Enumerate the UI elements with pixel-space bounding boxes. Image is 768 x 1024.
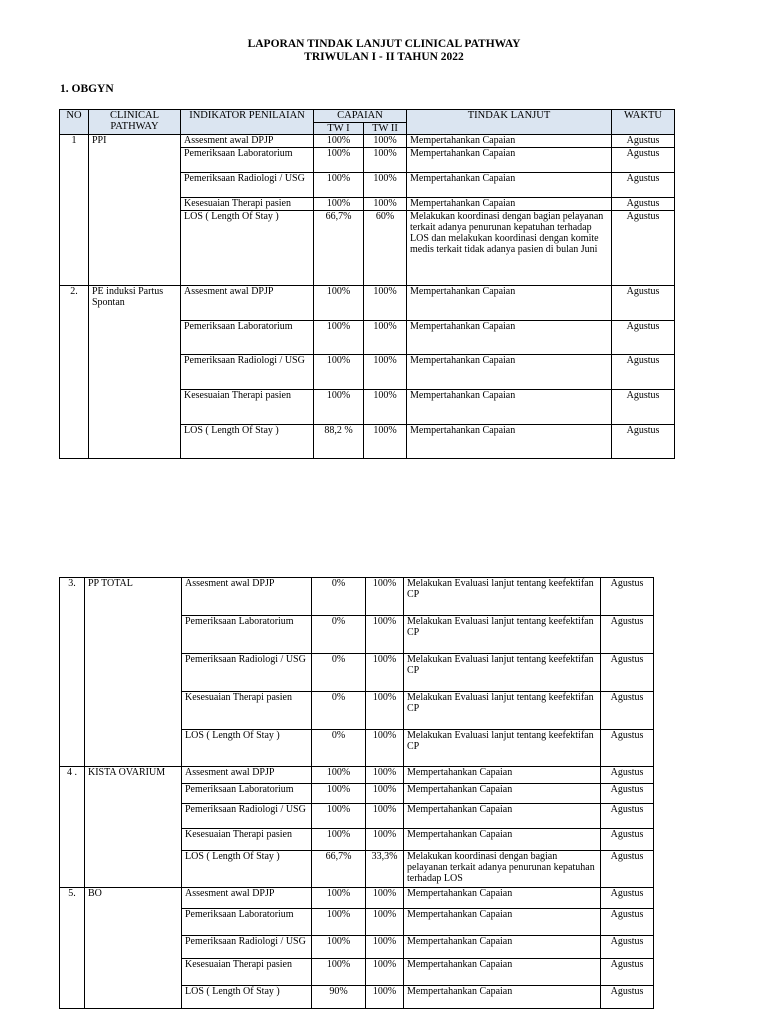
indikator-cell: Kesesuaian Therapi pasien <box>182 829 312 851</box>
capaian-tw2-cell: 100% <box>366 654 404 692</box>
waktu-cell: Agustus <box>612 321 675 355</box>
pathway-number: 1 <box>60 135 89 286</box>
tindak-lanjut-cell: Mempertahankan Capaian <box>407 321 612 355</box>
capaian-tw1-cell: 100% <box>314 286 364 321</box>
table-row <box>60 578 654 616</box>
tindak-lanjut-cell: Melakukan koordinasi dengan bagian pelayanan terkait adanya penurunan kepatuhan terhadap LOS <box>404 851 601 888</box>
capaian-tw1-cell: 0% <box>312 692 366 730</box>
capaian-tw1-cell: 100% <box>312 784 366 804</box>
tindak-lanjut-cell: Mempertahankan Capaian <box>407 198 612 211</box>
report-subtitle: TRIWULAN I - II TAHUN 2022 <box>304 51 464 63</box>
indikator-cell: LOS ( Length Of Stay ) <box>181 425 314 459</box>
report-title: LAPORAN TINDAK LANJUT CLINICAL PATHWAY <box>247 38 521 50</box>
capaian-tw2-cell: 100% <box>366 578 404 616</box>
indikator-cell: Assesment awal DPJP <box>182 888 312 909</box>
pathway-name: BO <box>85 888 182 1009</box>
indikator-cell: Pemeriksaan Laboratorium <box>182 909 312 936</box>
waktu-cell: Agustus <box>612 286 675 321</box>
section-heading: 1. OBGYN <box>60 83 114 95</box>
capaian-tw2-cell: 100% <box>366 888 404 909</box>
tindak-lanjut-cell: Mempertahankan Capaian <box>404 986 601 1009</box>
capaian-tw1-cell: 100% <box>312 829 366 851</box>
indikator-cell: Assesment awal DPJP <box>182 578 312 616</box>
waktu-cell: Agustus <box>601 767 654 784</box>
table-row <box>60 767 654 784</box>
tindak-lanjut-cell: Mempertahankan Capaian <box>407 390 612 425</box>
indikator-cell: Kesesuaian Therapi pasien <box>181 390 314 425</box>
tindak-lanjut-cell: Melakukan Evaluasi lanjut tentang keefektifan CP <box>404 616 601 654</box>
pathway-name: PPI <box>89 135 181 286</box>
capaian-tw2-cell: 100% <box>364 321 407 355</box>
capaian-tw1-cell: 100% <box>314 173 364 198</box>
capaian-tw1-cell: 90% <box>312 986 366 1009</box>
waktu-cell: Agustus <box>612 390 675 425</box>
indikator-cell: Pemeriksaan Laboratorium <box>182 784 312 804</box>
capaian-tw2-cell: 100% <box>364 173 407 198</box>
waktu-cell: Agustus <box>601 888 654 909</box>
pathway-name: KISTA OVARIUM <box>85 767 182 888</box>
pathway-name: PE induksi Partus Spontan <box>89 286 181 459</box>
capaian-tw1-cell: 100% <box>312 804 366 829</box>
waktu-cell: Agustus <box>601 730 654 767</box>
capaian-tw1-cell: 100% <box>314 390 364 425</box>
tindak-lanjut-cell: Mempertahankan Capaian <box>407 135 612 148</box>
capaian-tw2-cell: 100% <box>364 390 407 425</box>
capaian-tw1-cell: 100% <box>312 959 366 986</box>
tindak-lanjut-cell: Melakukan Evaluasi lanjut tentang keefektifan CP <box>404 578 601 616</box>
indikator-cell: Assesment awal DPJP <box>181 286 314 321</box>
capaian-tw2-cell: 100% <box>366 784 404 804</box>
indikator-cell: LOS ( Length Of Stay ) <box>181 211 314 286</box>
capaian-tw2-cell: 100% <box>364 148 407 173</box>
capaian-tw2-cell: 33,3% <box>366 851 404 888</box>
capaian-tw2-cell: 100% <box>364 135 407 148</box>
capaian-tw1-cell: 100% <box>312 767 366 784</box>
tindak-lanjut-cell: Mempertahankan Capaian <box>407 425 612 459</box>
col-header-tw2: TW II <box>364 123 407 135</box>
capaian-tw1-cell: 0% <box>312 730 366 767</box>
col-header-indikator: INDIKATOR PENILAIAN <box>181 110 314 135</box>
indikator-cell: Kesesuaian Therapi pasien <box>182 959 312 986</box>
indikator-cell: LOS ( Length Of Stay ) <box>182 851 312 888</box>
table-row <box>60 888 654 909</box>
tindak-lanjut-cell: Mempertahankan Capaian <box>407 148 612 173</box>
tindak-lanjut-cell: Mempertahankan Capaian <box>407 355 612 390</box>
indikator-cell: Kesesuaian Therapi pasien <box>182 692 312 730</box>
tindak-lanjut-cell: Melakukan koordinasi dengan bagian pelayanan terkait adanya penurunan kepatuhan terhadap LOS dan melakukan koordinasi dengan komite medis terkait tidak adanya pasien di bulan Juni <box>407 211 612 286</box>
capaian-tw2-cell: 60% <box>364 211 407 286</box>
capaian-tw2-cell: 100% <box>364 425 407 459</box>
pathway-number: 5. <box>60 888 85 1009</box>
table-row <box>60 135 675 148</box>
capaian-tw1-cell: 0% <box>312 616 366 654</box>
capaian-tw1-cell: 100% <box>314 321 364 355</box>
waktu-cell: Agustus <box>612 355 675 390</box>
indikator-cell: Assesment awal DPJP <box>181 135 314 148</box>
waktu-cell: Agustus <box>601 851 654 888</box>
waktu-cell: Agustus <box>601 936 654 959</box>
indikator-cell: LOS ( Length Of Stay ) <box>182 730 312 767</box>
tindak-lanjut-cell: Mempertahankan Capaian <box>404 804 601 829</box>
indikator-cell: Pemeriksaan Laboratorium <box>182 616 312 654</box>
waktu-cell: Agustus <box>601 784 654 804</box>
waktu-cell: Agustus <box>601 654 654 692</box>
pathway-number: 2. <box>60 286 89 459</box>
pathway-number: 3. <box>60 578 85 767</box>
capaian-tw1-cell: 100% <box>314 148 364 173</box>
tindak-lanjut-cell: Mempertahankan Capaian <box>404 829 601 851</box>
capaian-tw1-cell: 0% <box>312 654 366 692</box>
indikator-cell: Pemeriksaan Radiologi / USG <box>181 355 314 390</box>
col-header-waktu: WAKTU <box>612 110 675 135</box>
tindak-lanjut-cell: Mempertahankan Capaian <box>404 784 601 804</box>
tindak-lanjut-cell: Melakukan Evaluasi lanjut tentang keefektifan CP <box>404 730 601 767</box>
capaian-tw1-cell: 100% <box>314 135 364 148</box>
indikator-cell: Pemeriksaan Radiologi / USG <box>182 936 312 959</box>
capaian-tw1-cell: 100% <box>312 909 366 936</box>
capaian-tw2-cell: 100% <box>366 692 404 730</box>
waktu-cell: Agustus <box>601 804 654 829</box>
capaian-tw2-cell: 100% <box>364 286 407 321</box>
capaian-tw1-cell: 66,7% <box>312 851 366 888</box>
waktu-cell: Agustus <box>612 425 675 459</box>
capaian-tw2-cell: 100% <box>366 936 404 959</box>
waktu-cell: Agustus <box>601 986 654 1009</box>
col-header-tw1: TW I <box>314 123 364 135</box>
waktu-cell: Agustus <box>601 959 654 986</box>
col-header-pathway: CLINICAL PATHWAY <box>89 110 181 135</box>
indikator-cell: Assesment awal DPJP <box>182 767 312 784</box>
indikator-cell: Pemeriksaan Radiologi / USG <box>182 654 312 692</box>
tindak-lanjut-cell: Mempertahankan Capaian <box>404 936 601 959</box>
pathway-number: 4 . <box>60 767 85 888</box>
capaian-tw2-cell: 100% <box>366 959 404 986</box>
indikator-cell: Pemeriksaan Radiologi / USG <box>181 173 314 198</box>
indikator-cell: Pemeriksaan Radiologi / USG <box>182 804 312 829</box>
capaian-tw2-cell: 100% <box>366 829 404 851</box>
capaian-tw2-cell: 100% <box>366 767 404 784</box>
pathway-name: PP TOTAL <box>85 578 182 767</box>
capaian-tw2-cell: 100% <box>366 909 404 936</box>
waktu-cell: Agustus <box>601 829 654 851</box>
capaian-tw1-cell: 88,2 % <box>314 425 364 459</box>
indikator-cell: Pemeriksaan Laboratorium <box>181 148 314 173</box>
capaian-tw1-cell: 100% <box>312 888 366 909</box>
waktu-cell: Agustus <box>612 198 675 211</box>
waktu-cell: Agustus <box>601 909 654 936</box>
capaian-tw1-cell: 100% <box>312 936 366 959</box>
tindak-lanjut-cell: Mempertahankan Capaian <box>404 909 601 936</box>
pathway-table-page-2 <box>59 577 654 1009</box>
tindak-lanjut-cell: Mempertahankan Capaian <box>404 767 601 784</box>
capaian-tw2-cell: 100% <box>366 986 404 1009</box>
tindak-lanjut-cell: Melakukan Evaluasi lanjut tentang keefektifan CP <box>404 654 601 692</box>
capaian-tw2-cell: 100% <box>364 355 407 390</box>
capaian-tw2-cell: 100% <box>366 730 404 767</box>
pathway-table-page-1 <box>59 109 675 459</box>
capaian-tw1-cell: 100% <box>314 198 364 211</box>
table-row <box>60 286 675 321</box>
indikator-cell: Pemeriksaan Laboratorium <box>181 321 314 355</box>
indikator-cell: Kesesuaian Therapi pasien <box>181 198 314 211</box>
tindak-lanjut-cell: Mempertahankan Capaian <box>407 286 612 321</box>
col-header-tindak-lanjut: TINDAK LANJUT <box>407 110 612 135</box>
waktu-cell: Agustus <box>601 578 654 616</box>
waktu-cell: Agustus <box>601 616 654 654</box>
tindak-lanjut-cell: Mempertahankan Capaian <box>404 888 601 909</box>
waktu-cell: Agustus <box>612 211 675 286</box>
waktu-cell: Agustus <box>612 173 675 198</box>
capaian-tw1-cell: 66,7% <box>314 211 364 286</box>
capaian-tw1-cell: 100% <box>314 355 364 390</box>
tindak-lanjut-cell: Mempertahankan Capaian <box>404 959 601 986</box>
capaian-tw2-cell: 100% <box>366 616 404 654</box>
capaian-tw2-cell: 100% <box>366 804 404 829</box>
tindak-lanjut-cell: Mempertahankan Capaian <box>407 173 612 198</box>
col-header-no: NO <box>60 110 89 135</box>
waktu-cell: Agustus <box>612 135 675 148</box>
tindak-lanjut-cell: Melakukan Evaluasi lanjut tentang keefektifan CP <box>404 692 601 730</box>
col-header-capaian: CAPAIAN <box>314 110 407 123</box>
waktu-cell: Agustus <box>612 148 675 173</box>
indikator-cell: LOS ( Length Of Stay ) <box>182 986 312 1009</box>
capaian-tw2-cell: 100% <box>364 198 407 211</box>
waktu-cell: Agustus <box>601 692 654 730</box>
capaian-tw1-cell: 0% <box>312 578 366 616</box>
